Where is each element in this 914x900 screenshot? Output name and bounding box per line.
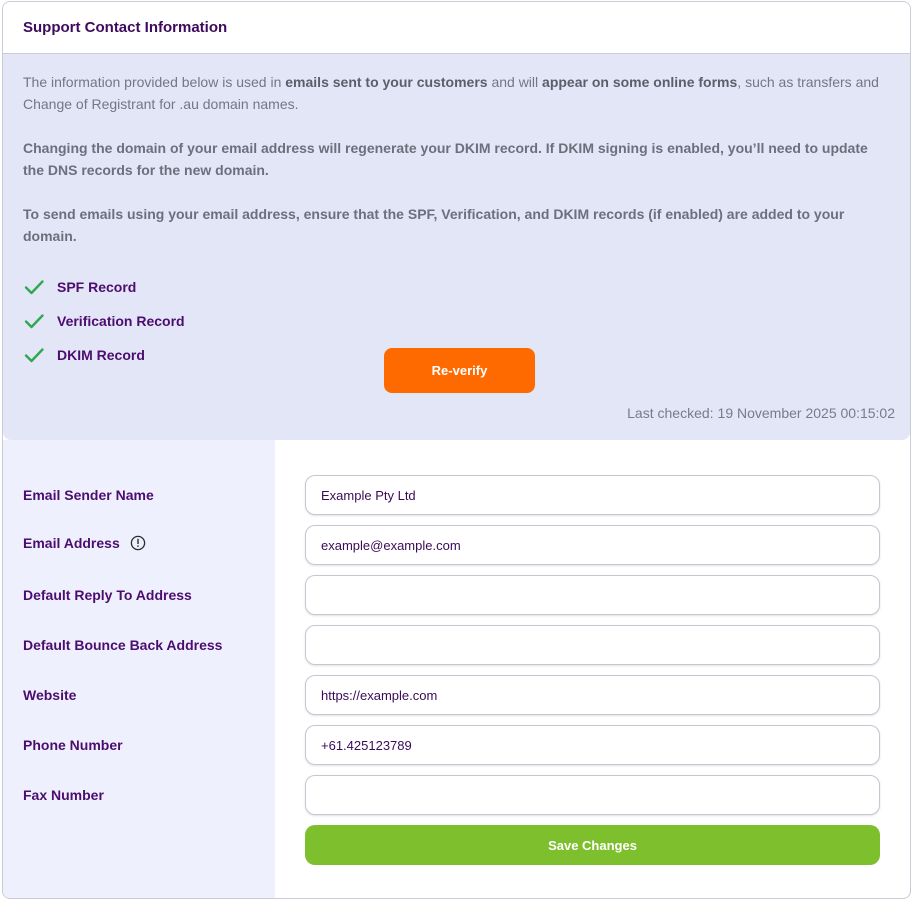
- info-paragraph-dkim: Changing the domain of your email address will regenerate your DKIM record. If DKIM signing is enabled, you’ll need to update the DNS records for the new domain.: [23, 140, 868, 178]
- email-sender-name-label: Email Sender Name: [23, 487, 154, 503]
- default-bounce-back-field[interactable]: [305, 625, 880, 665]
- save-changes-button[interactable]: Save Changes: [305, 825, 880, 865]
- contact-form: [3, 440, 910, 899]
- usage-text-3: , such as transfers and Change of Registrant for .au domain names.: [23, 74, 879, 112]
- phone-number-field[interactable]: [305, 725, 880, 765]
- record-item-verification: [23, 304, 890, 338]
- reverify-button[interactable]: Re-verify: [384, 348, 535, 393]
- check-icon: [23, 276, 45, 298]
- last-checked-status: [627, 405, 895, 421]
- check-icon: [23, 344, 45, 366]
- info-paragraph-records: To send emails using your email address, ensure that the SPF, Verification, and DKIM records (if enabled) are added to your domain.: [23, 206, 845, 244]
- record-item-spf: [23, 270, 890, 304]
- record-label: DKIM Record: [57, 347, 145, 363]
- default-reply-to-label: Default Reply To Address: [23, 587, 192, 603]
- last-checked-label: Last checked:: [627, 405, 714, 421]
- website-field[interactable]: [305, 675, 880, 715]
- fax-number-field[interactable]: [305, 775, 880, 815]
- email-sender-name-field[interactable]: [305, 475, 880, 515]
- usage-text-1: The information provided below is used in: [23, 74, 286, 90]
- usage-text-2: and will: [487, 74, 543, 90]
- check-icon: [23, 310, 45, 332]
- usage-bold-1: emails sent to your customers: [285, 74, 488, 90]
- card-header: [3, 2, 910, 54]
- website-label: Website: [23, 687, 77, 703]
- info-icon[interactable]: [130, 535, 146, 551]
- info-paragraph-usage: [23, 71, 883, 115]
- phone-number-label: Phone Number: [23, 737, 123, 753]
- page-title: Support Contact Information: [23, 19, 228, 36]
- default-bounce-back-label: Default Bounce Back Address: [23, 637, 223, 653]
- usage-bold-2: appear on some online forms: [542, 74, 738, 90]
- email-address-label-text: Email Address: [23, 535, 120, 551]
- default-reply-to-field[interactable]: [305, 575, 880, 615]
- email-address-field[interactable]: [305, 525, 880, 565]
- support-contact-card: [2, 1, 911, 899]
- label-column: [3, 440, 275, 899]
- last-checked-value: 19 November 2025 00:15:02: [717, 405, 895, 421]
- record-label: Verification Record: [57, 313, 185, 329]
- info-panel: [3, 54, 910, 440]
- fax-number-label: Fax Number: [23, 787, 104, 803]
- email-address-label: [23, 535, 146, 551]
- record-label: SPF Record: [57, 279, 137, 295]
